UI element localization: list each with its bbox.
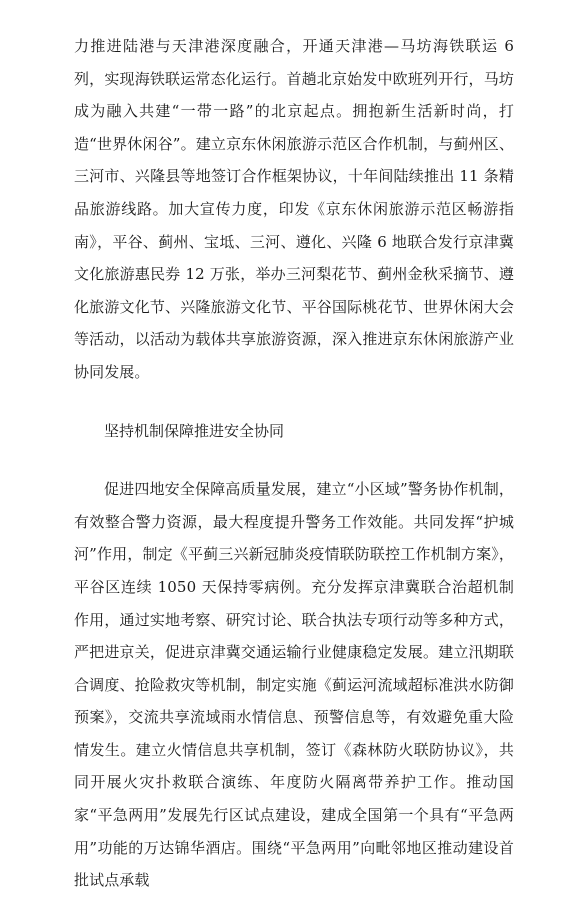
section-heading: 坚持机制保障推进安全协同 (104, 421, 285, 440)
body-paragraph-tourism: 力推进陆港与天津港深度融合，开通天津港—马坊海铁联运 6 列，实现海铁联运常态化运行。首趟北京始发中欧班列开行，马坊成为融入共建“一带一路”的北京起点。拥抱新生活新时尚，打造“世界休闲谷”。建立京东休闲旅游示范区合作机制，与蓟州区、三河市、兴隆县等地签订合作框架协议，十年间陆续推出 11 条精品旅游线路。加大宣传力度，印发《京东休闲旅游示范区畅游指南》，平谷、蓟州、宝坻、三河、遵化、兴隆 6 地联合发行京津冀文化旅游惠民券 12 万张，举办三河梨花节、蓟州金秋采摘节、遵化旅游文化节、兴隆旅游文化节、平谷国际桃花节、世界休闲大会等活动，以活动为载体共享旅游资源，深入推进京东休闲旅游产业协同发展。 (74, 37, 514, 381)
body-paragraph-security: 促进四地安全保障高质量发展，建立“小区域”警务协作机制，有效整合警力资源，最大程度提升警务工作效能。共同发挥“护城河”作用，制定《平蓟三兴新冠肺炎疫情联防联控工作机制方案》，平谷区连续 1050 天保持零病例。充分发挥京津冀联合治超机制作用，通过实地考察、研究讨论、联合执法专项行动等多种方式，严把进京关，促进京津冀交通运输行业健康稳定发展。建立汛期联合调度、抢险救灾等机制，制定实施《蓟运河流域超标准洪水防御预案》，交流共享流域雨水情信息、预警信息等，有效避免重大险情发生。建立火情信息共享机制，签订《森林防火联防协议》，共同开展火灾扑救联合演练、年度防火隔离带养护工作。推动国家“平急两用”发展先行区试点建设，建成全国第一个具有“平急两用”功能的万达锦华酒店。围绕“平急两用”向毗邻地区推动建设首批试点承载 (74, 480, 514, 890)
